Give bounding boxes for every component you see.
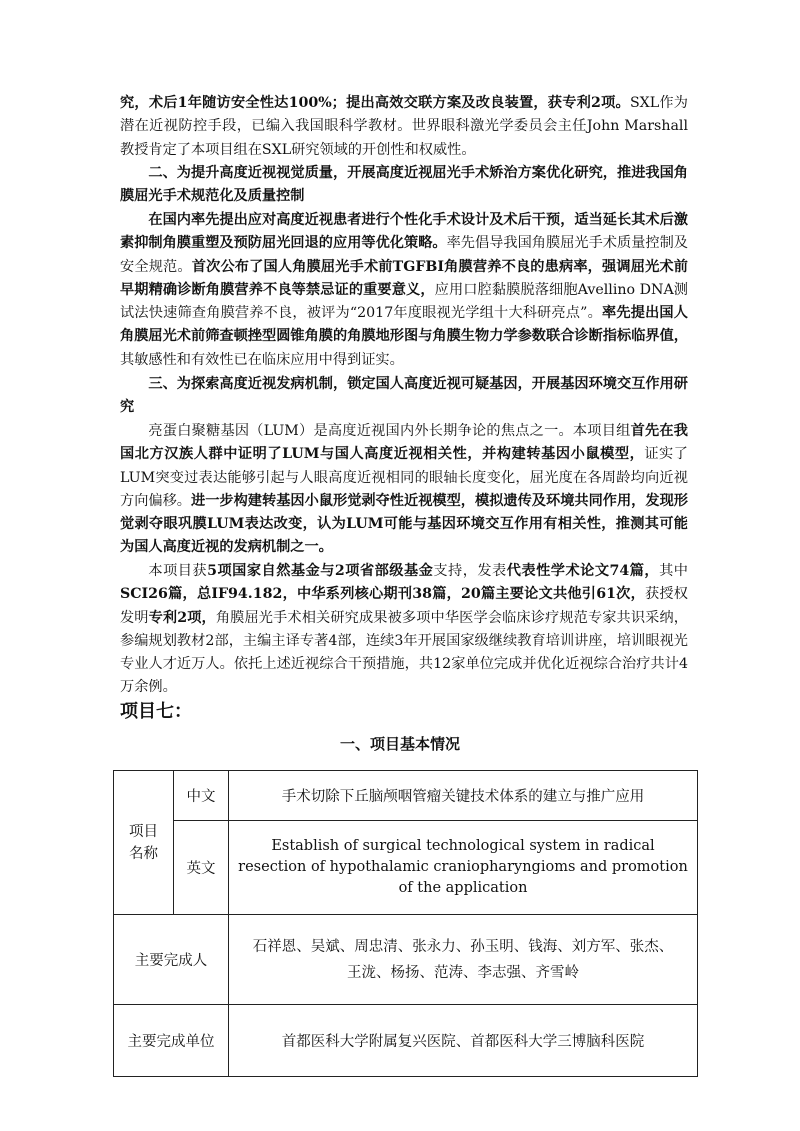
achv-text-1: 本项目获 — [148, 563, 208, 579]
table-row-cn-name — [114, 771, 698, 821]
refractive-text-2: 应用口腔黏膜脱落细胞Avellino DNA测试法快速筛查角膜营养不良，被评为“2017年度眼视光学组十大科研亮点”。 — [120, 281, 688, 322]
cn-name-value: 手术切除下丘脑颅咽管瘤关键技术体系的建立与推广应用 — [229, 771, 698, 821]
refractive-bold-2: 首次公布了国人角膜屈光手术前TGFBI角膜营养不良的患病率，强调屈光术前早期精确诊断角膜营养不良等禁忌证的重要意义， — [120, 258, 688, 298]
heading-gene-environment: 三、为探索高度近视发病机制，锁定国人高度近视可疑基因，开展基因环境交互作用研究 — [120, 376, 688, 416]
refractive-bold-3: 率先提出国人角膜屈光术前筛查顿挫型圆锥角膜的角膜地形图与角膜生物力学参数联合诊断指标临界值， — [120, 305, 688, 345]
project-name-label: 项目名称 — [114, 771, 174, 915]
achv-bold-1: 5项国家自然基金与2项省部级基金 — [207, 563, 434, 579]
sxl-bold: 究，术后1年随访安全性达100%；提出高效交联方案及改良装置，获专利2项。 — [120, 95, 630, 111]
people-line-1: 石祥恩、吴斌、周忠清、张永力、孙玉明、钱海、刘方军、张杰、 — [252, 938, 674, 955]
table-row-en-name — [114, 821, 698, 915]
paragraph-sxl — [120, 92, 688, 162]
paragraph-achievements — [120, 560, 688, 700]
people-label: 主要完成人 — [114, 915, 229, 1005]
lum-text-2: 证实了LUM突变过表达能够引起与人眼高度近视相同的眼轴长度变化，屈光度在各周龄均向近视方向偏移。 — [120, 446, 688, 509]
table-row-units — [114, 1005, 698, 1077]
achv-text-3: 其中 — [659, 563, 688, 579]
paragraph-refractive-surgery — [120, 209, 688, 372]
sxl-text: SXL作为潜在近视防控手段，已编入我国眼科学教材。世界眼科激光学委员会主任John Marshall教授肯定了本项目组在SXL研究领域的开创性和权威性。 — [120, 95, 688, 158]
achv-text-5: 角膜屈光手术相关研究成果被多项中华医学会临床诊疗规范专家共识采纳，参编规划教材2部，主编主译专著4部，连续3年开展国家级继续教育培训讲座，培训眼视光专业人才近万人。依托上述近视综合干预措施，共12家单位完成并优化近视综合治疗共计4万余例。 — [120, 609, 688, 696]
paragraph-lum-gene — [120, 420, 688, 560]
units-value: 首都医科大学附属复兴医院、首都医科大学三博脑科医院 — [229, 1005, 698, 1077]
people-line-2: 王泷、杨扬、范涛、李志强、齐雪岭 — [347, 964, 579, 981]
lum-text-1: 亮蛋白聚糖基因（LUM）是高度近视国内外长期争论的焦点之一。本项目组 — [148, 423, 631, 439]
achv-bold-2: 代表性学术论文74篇， — [506, 563, 660, 579]
refractive-text-1: 率先倡导我国角膜屈光手术质量控制及安全规范。 — [120, 235, 688, 275]
achv-bold-4: 专利2项， — [148, 609, 216, 626]
achv-text-4: 获授权发明 — [120, 586, 688, 626]
project-title: 项目七： — [120, 701, 192, 722]
en-name-value: Establish of surgical technological system in radical resection of hypothalamic craniopharyngioms and promotion of the application — [229, 821, 698, 915]
table-row-people — [114, 915, 698, 1005]
cn-label: 中文 — [174, 771, 229, 821]
achv-text-2: 支持，发表 — [433, 563, 507, 579]
lum-bold-1: 首先在我国北方汉族人群中证明了LUM与国人高度近视相关性，并构建转基因小鼠模型， — [120, 423, 688, 463]
lum-bold-2: 进一步构建转基因小鼠形觉剥夺性近视模型，模拟遗传及环境共同作用，发现形觉剥夺眼巩膜LUM表达改变，认为LUM可能与基因环境交互作用有相关性，推测其可能为国人高度近视的发病机制之一。 — [120, 492, 688, 556]
section-title: 一、项目基本情况 — [339, 735, 460, 753]
refractive-bold-1: 在国内率先提出应对高度近视患者进行个性化手术设计及术后干预，适当延长其术后激素抑制角膜重塑及预防屈光回退的应用等优化策略。 — [120, 212, 688, 252]
achv-bold-3: SCI26篇，总IF94.182，中华系列核心期刊38篇，20篇主要论文共他引61次， — [120, 586, 645, 603]
people-value — [229, 915, 698, 1005]
project-info-table — [113, 770, 698, 1077]
refractive-text-3: 其敏感性和有效性已在临床应用中得到证实。 — [120, 351, 404, 368]
units-label: 主要完成单位 — [114, 1005, 229, 1077]
en-label: 英文 — [174, 821, 229, 915]
heading-refractive-surgery: 二、为提升高度近视视觉质量，开展高度近视屈光手术矫治方案优化研究，推进我国角膜屈光手术规范化及质量控制 — [120, 165, 688, 205]
